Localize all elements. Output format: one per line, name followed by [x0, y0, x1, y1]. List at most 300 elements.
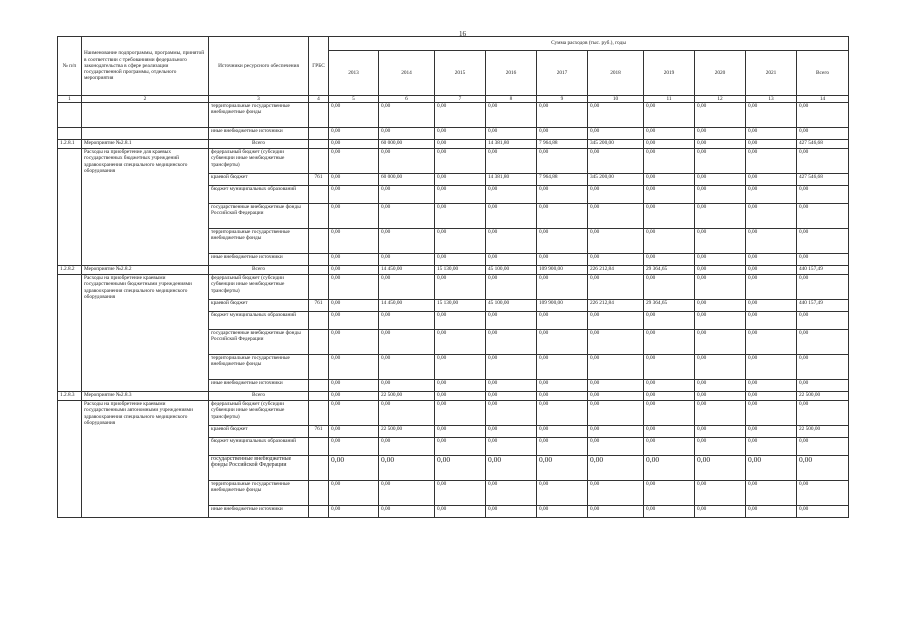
- value-cell: 0,00: [537, 438, 588, 456]
- value-cell: 0,00: [695, 204, 746, 229]
- value-cell: 0,00: [695, 401, 746, 426]
- value-cell: 0,00: [797, 438, 849, 456]
- grbs-cell: [309, 275, 329, 300]
- value-cell: 0,00: [695, 312, 746, 330]
- value-cell: 15 130,00: [435, 300, 486, 312]
- value-cell: 0,00: [486, 401, 537, 426]
- value-cell: 45 100,00: [486, 300, 537, 312]
- value-cell: 0,00: [435, 426, 486, 438]
- value-cell: 0,00: [379, 401, 435, 426]
- value-cell: 0,00: [379, 254, 435, 266]
- value-cell: 0,00: [695, 506, 746, 518]
- value-cell: 0,00: [644, 275, 695, 300]
- value-cell: 0,00: [435, 229, 486, 254]
- grbs-cell: 761: [309, 174, 329, 186]
- value-cell: 0,00: [797, 481, 849, 506]
- value-cell: 0,00: [486, 438, 537, 456]
- source-cell: иные внебюджетные источники: [209, 380, 309, 392]
- grbs-cell: [309, 456, 329, 481]
- empty-cell: [82, 103, 209, 128]
- value-cell: 0,00: [379, 330, 435, 355]
- value-cell: 0,00: [588, 312, 644, 330]
- value-cell: 0,00: [329, 426, 379, 438]
- total-label: Всего: [209, 392, 309, 401]
- total-value: 226 212,84: [588, 266, 644, 275]
- header-year: 2018: [588, 51, 644, 96]
- value-cell: 0,00: [486, 229, 537, 254]
- value-cell: 0,00: [797, 355, 849, 380]
- value-cell: 0,00: [644, 355, 695, 380]
- table-row: [58, 401, 849, 426]
- value-cell: 0,00: [746, 300, 797, 312]
- value-cell: 0,00: [644, 128, 695, 140]
- column-number: 13: [746, 96, 797, 103]
- value-cell: 0,00: [537, 128, 588, 140]
- grbs-cell: [309, 330, 329, 355]
- total-value: 22 500,00: [379, 392, 435, 401]
- header-year: 2016: [486, 51, 537, 96]
- value-cell: 0,00: [486, 254, 537, 266]
- value-cell: 0,00: [486, 380, 537, 392]
- value-cell: 0,00: [435, 481, 486, 506]
- total-value: 109 900,00: [537, 266, 588, 275]
- value-cell: 0,00: [486, 330, 537, 355]
- value-cell: 0,00: [588, 380, 644, 392]
- value-cell: 22 500,00: [379, 426, 435, 438]
- value-cell: 0,00: [695, 174, 746, 186]
- value-cell: 29 364,65: [644, 300, 695, 312]
- value-cell: 0,00: [746, 275, 797, 300]
- grbs-cell: [309, 149, 329, 174]
- value-cell: 0,00: [746, 506, 797, 518]
- empty-cell: [58, 401, 82, 518]
- grbs-cell: [309, 229, 329, 254]
- value-cell: 0,00: [695, 275, 746, 300]
- value-cell: 0,00: [379, 229, 435, 254]
- value-cell: 0,00: [537, 355, 588, 380]
- value-cell: 0,00: [435, 438, 486, 456]
- total-value: 0,00: [695, 266, 746, 275]
- value-cell: 0,00: [695, 330, 746, 355]
- grbs-cell: [309, 506, 329, 518]
- value-cell: 0,00: [486, 204, 537, 229]
- value-cell: 0,00: [644, 426, 695, 438]
- table-row: [58, 128, 849, 140]
- value-cell: 109 900,00: [537, 300, 588, 312]
- header-year: 2015: [435, 51, 486, 96]
- value-cell: 0,00: [644, 380, 695, 392]
- value-cell: 0,00: [695, 103, 746, 128]
- value-cell: 0,00: [695, 456, 746, 481]
- value-cell: 0,00: [644, 506, 695, 518]
- value-cell: 0,00: [435, 128, 486, 140]
- source-cell: государственные внебюджетные фонды Российской Федерации: [209, 330, 309, 355]
- empty-cell: [58, 103, 82, 128]
- value-cell: 0,00: [588, 456, 644, 481]
- value-cell: 0,00: [329, 481, 379, 506]
- value-cell: 0,00: [695, 149, 746, 174]
- grbs-cell: [309, 312, 329, 330]
- table-row: [58, 275, 849, 300]
- value-cell: 0,00: [797, 103, 849, 128]
- header-name: Наименование подпрограммы, программы, принятой в соответствии с требованиями федерального законодательства в сфере реализации государственной программы, отдельного мероприятия: [82, 37, 209, 96]
- measure-title: Мероприятие №2.8.3: [82, 392, 209, 401]
- header-year: 2020: [695, 51, 746, 96]
- value-cell: 0,00: [797, 186, 849, 204]
- value-cell: 0,00: [695, 300, 746, 312]
- value-cell: 0,00: [588, 275, 644, 300]
- grbs-cell: [309, 140, 329, 149]
- value-cell: 0,00: [537, 149, 588, 174]
- value-cell: 0,00: [588, 186, 644, 204]
- source-cell: бюджет муниципальных образований: [209, 438, 309, 456]
- header-year: 2019: [644, 51, 695, 96]
- value-cell: 0,00: [435, 103, 486, 128]
- budget-table: [57, 36, 849, 518]
- total-value: 45 100,00: [486, 266, 537, 275]
- empty-cell: [58, 149, 82, 266]
- total-label: Всего: [209, 140, 309, 149]
- value-cell: 0,00: [588, 355, 644, 380]
- table-row: [58, 149, 849, 174]
- empty-cell: [58, 128, 82, 140]
- value-cell: 440 157,49: [797, 300, 849, 312]
- value-cell: 0,00: [644, 312, 695, 330]
- value-cell: 0,00: [537, 481, 588, 506]
- measure-total-row: [58, 392, 849, 401]
- total-value: 0,00: [644, 140, 695, 149]
- value-cell: 14 381,80: [486, 174, 537, 186]
- total-value: 60 000,00: [379, 140, 435, 149]
- value-cell: 0,00: [537, 229, 588, 254]
- value-cell: 0,00: [644, 254, 695, 266]
- value-cell: 0,00: [695, 438, 746, 456]
- value-cell: 0,00: [486, 456, 537, 481]
- value-cell: 0,00: [435, 330, 486, 355]
- value-cell: 0,00: [537, 506, 588, 518]
- value-cell: 0,00: [329, 103, 379, 128]
- value-cell: 0,00: [329, 275, 379, 300]
- value-cell: 0,00: [435, 355, 486, 380]
- grbs-cell: [309, 204, 329, 229]
- measure-description: Расходы на приобретение для краевых государственных бюджетных учреждений здравоохранения специального медицинского оборудования: [82, 149, 209, 266]
- source-cell: бюджет муниципальных образований: [209, 186, 309, 204]
- source-cell: территориальные государственные внебюджетные фонды: [209, 229, 309, 254]
- value-cell: 0,00: [746, 481, 797, 506]
- value-cell: 0,00: [695, 481, 746, 506]
- value-cell: 0,00: [746, 330, 797, 355]
- value-cell: 0,00: [329, 380, 379, 392]
- measure-total-row: [58, 140, 849, 149]
- source-cell: территориальные государственные внебюджетные фонды: [209, 355, 309, 380]
- total-value: 0,00: [486, 392, 537, 401]
- value-cell: 0,00: [588, 103, 644, 128]
- value-cell: 0,00: [435, 312, 486, 330]
- source-cell: территориальные государственные внебюджетные фонды: [209, 481, 309, 506]
- total-value: 0,00: [644, 392, 695, 401]
- grbs-cell: 761: [309, 426, 329, 438]
- value-cell: 0,00: [797, 275, 849, 300]
- total-value: 0,00: [695, 392, 746, 401]
- value-cell: 0,00: [435, 186, 486, 204]
- value-cell: 0,00: [486, 186, 537, 204]
- column-number: 1: [58, 96, 82, 103]
- column-number: 9: [537, 96, 588, 103]
- value-cell: 0,00: [486, 149, 537, 174]
- value-cell: 0,00: [797, 330, 849, 355]
- value-cell: 0,00: [379, 275, 435, 300]
- value-cell: 0,00: [797, 380, 849, 392]
- value-cell: 0,00: [379, 149, 435, 174]
- value-cell: 0,00: [329, 254, 379, 266]
- total-value: 7 964,88: [537, 140, 588, 149]
- total-value: 0,00: [329, 392, 379, 401]
- total-value: 0,00: [695, 140, 746, 149]
- value-cell: 0,00: [329, 186, 379, 204]
- total-value: 0,00: [435, 392, 486, 401]
- value-cell: 0,00: [746, 229, 797, 254]
- value-cell: 0,00: [329, 401, 379, 426]
- value-cell: 0,00: [797, 254, 849, 266]
- column-number: 14: [797, 96, 849, 103]
- value-cell: 0,00: [435, 401, 486, 426]
- value-cell: 0,00: [746, 254, 797, 266]
- source-cell: краевой бюджет: [209, 174, 309, 186]
- header-year: 2021: [746, 51, 797, 96]
- value-cell: 0,00: [644, 456, 695, 481]
- value-cell: 0,00: [695, 426, 746, 438]
- value-cell: 0,00: [329, 312, 379, 330]
- value-cell: 0,00: [329, 128, 379, 140]
- total-value: 440 157,49: [797, 266, 849, 275]
- value-cell: 0,00: [797, 456, 849, 481]
- value-cell: 0,00: [486, 275, 537, 300]
- value-cell: 0,00: [486, 103, 537, 128]
- value-cell: 0,00: [797, 204, 849, 229]
- value-cell: 0,00: [329, 149, 379, 174]
- grbs-cell: [309, 380, 329, 392]
- value-cell: 0,00: [379, 312, 435, 330]
- column-number: 12: [695, 96, 746, 103]
- value-cell: 0,00: [588, 481, 644, 506]
- column-number: 3: [209, 96, 309, 103]
- value-cell: 0,00: [537, 103, 588, 128]
- value-cell: 0,00: [329, 300, 379, 312]
- value-cell: 0,00: [486, 481, 537, 506]
- total-value: 345 200,00: [588, 140, 644, 149]
- total-value: 14 450,00: [379, 266, 435, 275]
- value-cell: 22 500,00: [797, 426, 849, 438]
- value-cell: 0,00: [797, 312, 849, 330]
- total-label: Всего: [209, 266, 309, 275]
- source-cell: краевой бюджет: [209, 300, 309, 312]
- total-value: 0,00: [435, 140, 486, 149]
- column-number: 6: [379, 96, 435, 103]
- measure-title: Мероприятие №2.8.1: [82, 140, 209, 149]
- total-value: 0,00: [746, 392, 797, 401]
- value-cell: 0,00: [537, 330, 588, 355]
- value-cell: 14 450,00: [379, 300, 435, 312]
- grbs-cell: [309, 401, 329, 426]
- source-cell: государственные внебюджетные фонды Российской Федерации: [209, 456, 309, 481]
- column-number: 5: [329, 96, 379, 103]
- header-year: 2017: [537, 51, 588, 96]
- value-cell: 0,00: [644, 149, 695, 174]
- value-cell: 0,00: [746, 204, 797, 229]
- measure-code: 1.2.8.3: [58, 392, 82, 401]
- column-number: 10: [588, 96, 644, 103]
- total-value: 29 364,65: [644, 266, 695, 275]
- value-cell: 0,00: [537, 312, 588, 330]
- value-cell: 0,00: [537, 401, 588, 426]
- value-cell: 0,00: [695, 128, 746, 140]
- total-value: 0,00: [537, 392, 588, 401]
- measure-code: 1.2.8.1: [58, 140, 82, 149]
- measure-description: Расходы на приобретение краевыми государственными бюджетными учреждениями здравоохранения специального медицинского оборудования: [82, 275, 209, 392]
- value-cell: 0,00: [746, 426, 797, 438]
- value-cell: 0,00: [746, 456, 797, 481]
- source-cell: федеральный бюджет (субсидии субвенции иные межбюджетные трансферты): [209, 149, 309, 174]
- value-cell: 0,00: [746, 401, 797, 426]
- total-value: 15 130,00: [435, 266, 486, 275]
- value-cell: 0,00: [644, 481, 695, 506]
- value-cell: 0,00: [329, 438, 379, 456]
- value-cell: 0,00: [588, 330, 644, 355]
- value-cell: 0,00: [797, 506, 849, 518]
- header-source: Источники ресурсного обеспечения: [209, 37, 309, 96]
- value-cell: 0,00: [695, 355, 746, 380]
- value-cell: 0,00: [537, 380, 588, 392]
- value-cell: 0,00: [588, 426, 644, 438]
- value-cell: 0,00: [435, 149, 486, 174]
- value-cell: 427 546,68: [797, 174, 849, 186]
- value-cell: 0,00: [329, 174, 379, 186]
- header-sum: Сумма расходов (тыс. руб.), годы: [329, 37, 849, 51]
- total-value: 0,00: [329, 266, 379, 275]
- empty-cell: [58, 275, 82, 392]
- value-cell: 0,00: [537, 204, 588, 229]
- source-cell: иные внебюджетные источники: [209, 254, 309, 266]
- value-cell: 0,00: [486, 426, 537, 438]
- measure-total-row: [58, 266, 849, 275]
- value-cell: 0,00: [435, 456, 486, 481]
- value-cell: 0,00: [746, 380, 797, 392]
- source-cell: федеральный бюджет (субсидии субвенции иные межбюджетные трансферты): [209, 275, 309, 300]
- total-value: 0,00: [588, 392, 644, 401]
- header-year: Всего: [797, 51, 849, 96]
- value-cell: 0,00: [379, 438, 435, 456]
- source-cell: иные внебюджетные источники: [209, 506, 309, 518]
- value-cell: 0,00: [695, 186, 746, 204]
- value-cell: 0,00: [588, 254, 644, 266]
- value-cell: 345 200,00: [588, 174, 644, 186]
- value-cell: 0,00: [379, 103, 435, 128]
- value-cell: 0,00: [695, 380, 746, 392]
- value-cell: 0,00: [486, 312, 537, 330]
- value-cell: 0,00: [379, 128, 435, 140]
- value-cell: 0,00: [644, 401, 695, 426]
- value-cell: 0,00: [746, 128, 797, 140]
- column-number: 2: [82, 96, 209, 103]
- source-cell: территориальные государственные внебюджетные фонды: [209, 103, 309, 128]
- grbs-cell: [309, 392, 329, 401]
- table-row: [58, 103, 849, 128]
- value-cell: 0,00: [588, 438, 644, 456]
- value-cell: 60 000,00: [379, 174, 435, 186]
- value-cell: 0,00: [588, 506, 644, 518]
- measure-code: 1.2.8.2: [58, 266, 82, 275]
- total-value: 22 500,00: [797, 392, 849, 401]
- source-cell: иные внебюджетные источники: [209, 128, 309, 140]
- source-cell: бюджет муниципальных образований: [209, 312, 309, 330]
- grbs-cell: [309, 438, 329, 456]
- value-cell: 0,00: [797, 229, 849, 254]
- grbs-cell: [309, 103, 329, 128]
- value-cell: 0,00: [588, 401, 644, 426]
- value-cell: 0,00: [486, 506, 537, 518]
- value-cell: 0,00: [329, 330, 379, 355]
- value-cell: 0,00: [588, 149, 644, 174]
- value-cell: 0,00: [797, 401, 849, 426]
- value-cell: 0,00: [329, 204, 379, 229]
- source-cell: краевой бюджет: [209, 426, 309, 438]
- column-number: 7: [435, 96, 486, 103]
- value-cell: 0,00: [695, 254, 746, 266]
- page-number: 16: [459, 30, 466, 38]
- value-cell: 0,00: [644, 204, 695, 229]
- value-cell: 0,00: [746, 312, 797, 330]
- measure-title: Мероприятие №2.8.2: [82, 266, 209, 275]
- header-year: 2013: [329, 51, 379, 96]
- value-cell: 0,00: [486, 128, 537, 140]
- value-cell: 0,00: [435, 380, 486, 392]
- source-cell: государственные внебюджетные фонды Российской Федерации: [209, 204, 309, 229]
- value-cell: 0,00: [537, 456, 588, 481]
- measure-description: Расходы на приобретение краевыми государственными автономными учреждениями здравоохранения специального медицинского оборудования: [82, 401, 209, 518]
- value-cell: 0,00: [644, 186, 695, 204]
- value-cell: 0,00: [379, 380, 435, 392]
- value-cell: 0,00: [695, 229, 746, 254]
- grbs-cell: [309, 481, 329, 506]
- value-cell: 0,00: [379, 186, 435, 204]
- value-cell: 0,00: [537, 275, 588, 300]
- value-cell: 0,00: [435, 275, 486, 300]
- value-cell: 0,00: [746, 355, 797, 380]
- column-number: 4: [309, 96, 329, 103]
- grbs-cell: [309, 254, 329, 266]
- value-cell: 0,00: [746, 149, 797, 174]
- total-value: 0,00: [329, 140, 379, 149]
- value-cell: 0,00: [644, 174, 695, 186]
- value-cell: 0,00: [588, 128, 644, 140]
- value-cell: 0,00: [435, 254, 486, 266]
- value-cell: 0,00: [329, 355, 379, 380]
- value-cell: 0,00: [644, 438, 695, 456]
- column-number: 11: [644, 96, 695, 103]
- header-num: № п/п: [58, 37, 82, 96]
- grbs-cell: [309, 128, 329, 140]
- value-cell: 0,00: [537, 254, 588, 266]
- value-cell: 0,00: [746, 186, 797, 204]
- grbs-cell: 761: [309, 300, 329, 312]
- value-cell: 226 212,84: [588, 300, 644, 312]
- total-value: 14 381,80: [486, 140, 537, 149]
- total-value: 0,00: [746, 140, 797, 149]
- value-cell: 0,00: [329, 456, 379, 481]
- value-cell: 0,00: [797, 149, 849, 174]
- grbs-cell: [309, 266, 329, 275]
- value-cell: 0,00: [644, 103, 695, 128]
